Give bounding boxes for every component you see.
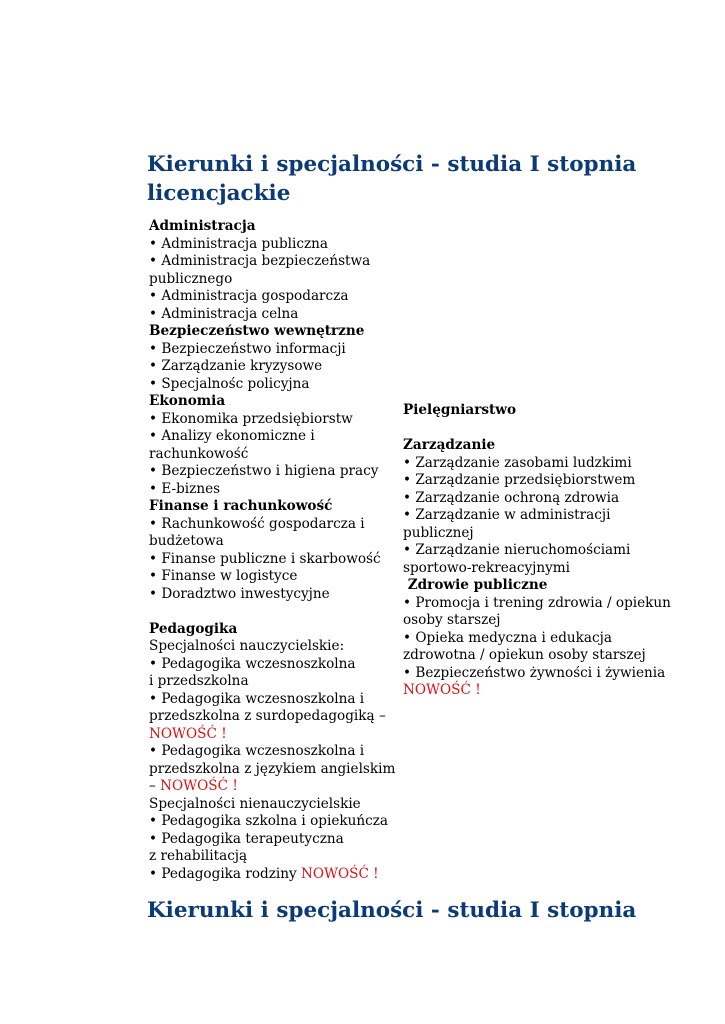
list-item: • Pedagogika wczesnoszkolna i [149,690,365,707]
list-item: osoby starszej [403,612,501,628]
list-item: budżetowa [149,533,224,549]
section-title-bezpieczenstwo: Bezpieczeństwo wewnętrzne [149,323,365,339]
left-column [149,218,396,883]
section-title-pielegniarstwo: Pielęgniarstwo [403,402,517,418]
list-item: • Doradztwo inwestycyjne [149,585,330,602]
subsection-label: Specjalności nienauczycielskie [149,795,361,812]
section-heading: Kierunki i specjalności - studia I stopnia [147,898,637,923]
list-item: • Administracja bezpieczeństwa [149,253,371,269]
new-badge: NOWOŚĆ ! [300,865,379,882]
list-item: • Pedagogika szkolna i opiekuńcza [149,813,388,829]
list-item: • Promocja i trening zdrowia / opiekun [403,594,671,611]
new-badge: NOWOŚĆ ! [403,682,481,698]
list-item [149,778,389,796]
new-badge: NOWOŚĆ ! [160,778,238,794]
list-item: • Zarządzanie ochroną zdrowia [403,489,620,506]
list-item: • Analizy ekonomiczne i [149,428,315,444]
right-column [403,402,671,700]
list-item: • Finanse w logistyce [149,568,298,584]
list-item: • Zarządzanie kryzysowe [149,358,323,374]
section-title-administracja: Administracja [149,218,256,234]
list-item: • Zarządzanie przedsiębiorstwem [403,472,636,488]
list-item: • Specjalnośc policyjna [149,375,310,392]
list-item: • Zarządzanie w administracji [403,507,611,523]
item-text: • Pedagogika rodziny [149,865,301,882]
list-item: zdrowotna / opiekun osoby starszej [403,647,646,663]
dash: – [149,778,161,794]
list-item: • Rachunkowość gospodarcza i [149,515,365,532]
list-item: • Administracja publiczna [149,235,328,252]
list-item: • E-biznes [149,480,221,497]
list-item: z rehabilitacją [149,848,248,864]
list-item: • Bezpieczeństwo i higiena pracy [149,463,379,479]
list-item: • Opieka medyczna i edukacja [403,629,612,646]
list-item [149,866,389,884]
list-item: • Administracja celna [149,305,299,322]
list-item: przedszkolna z surdopedagogiką – [149,708,386,724]
list-item: • Pedagogika terapeutyczna [149,830,344,847]
list-item: • Administracja gospodarcza [149,288,349,304]
list-item: • Pedagogika wczesnoszkolna [149,655,356,672]
list-item: przedszkolna z językiem angielskim [149,760,396,777]
section-title-pedagogika: Pedagogika [149,620,238,637]
list-item: publicznego [149,270,233,287]
section-title-finanse: Finanse i rachunkowość [149,498,333,514]
section-title-zarzadzanie: Zarządzanie [403,437,496,453]
list-item: i przedszkolna [149,673,249,689]
page-title: Kierunki i specjalności - studia I stopnia licencjackie [147,152,637,206]
subsection-label: Specjalności nauczycielskie: [149,638,345,654]
list-item: • Bezpieczeństwo informacji [149,340,346,357]
list-item: rachunkowość [149,445,249,462]
list-item: sportowo-rekreacyjnymi [403,559,571,576]
list-item: • Zarządzanie nieruchomościami [403,542,631,558]
spacer [403,420,668,438]
spacer [149,603,389,621]
list-item: • Zarządzanie zasobami ludzkimi [403,454,632,471]
new-badge: NOWOŚĆ ! [149,725,227,742]
list-item: • Finanse publiczne i skarbowość [149,550,381,567]
list-item: • Ekonomika przedsiębiorstw [149,410,353,427]
section-title-ekonomia: Ekonomia [149,393,226,409]
list-item: publicznej [403,524,474,541]
section-title-zdrowie: Zdrowie publiczne [403,577,548,593]
list-item: • Pedagogika wczesnoszkolna i [149,743,365,759]
list-item: • Bezpieczeństwo żywności i żywienia [403,664,666,681]
